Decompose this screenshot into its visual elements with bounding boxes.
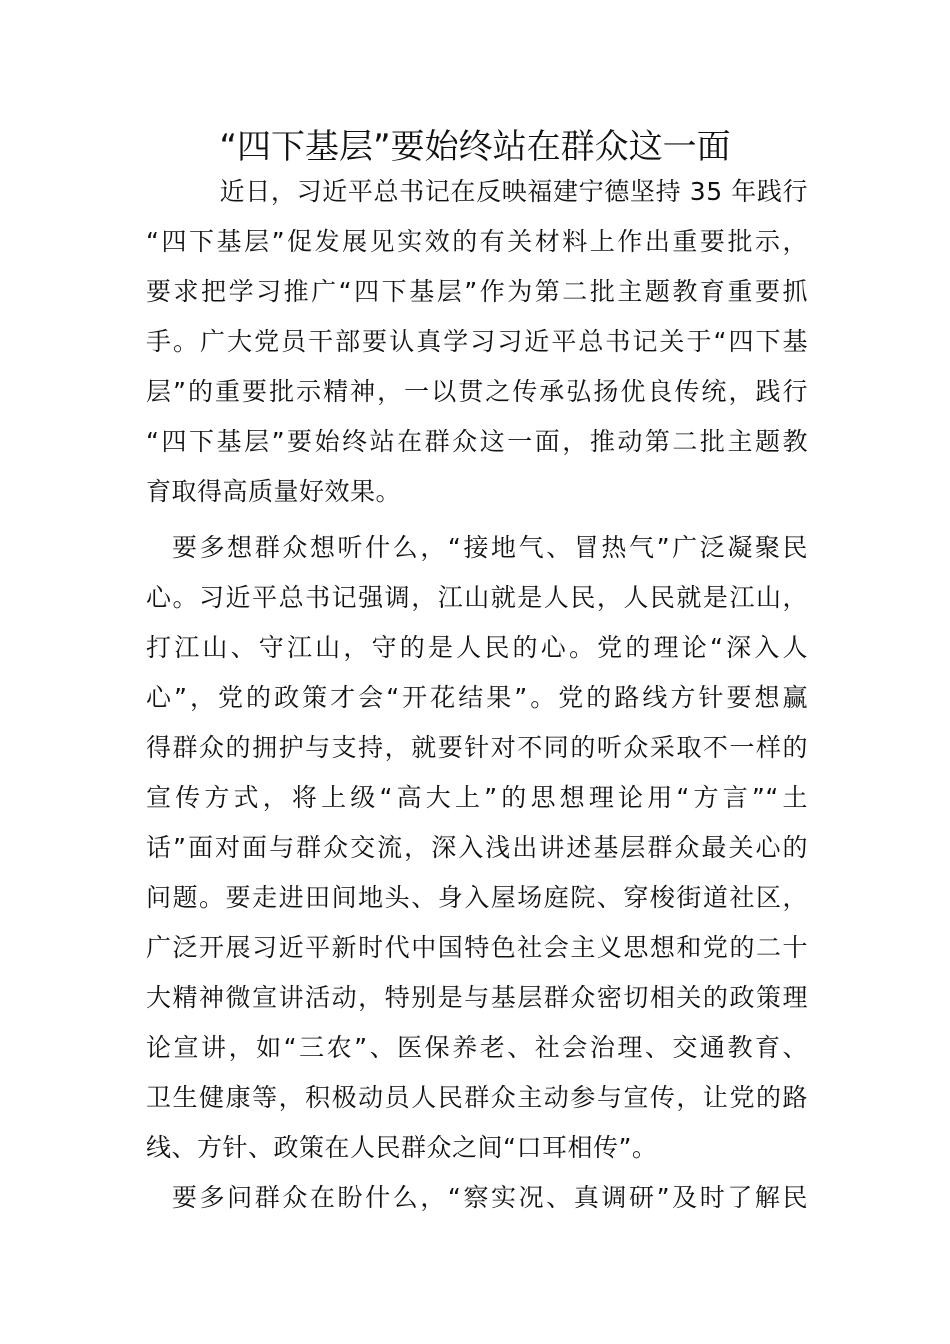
document-title: “四下基层”要始终站在群众这一面 bbox=[219, 127, 731, 167]
paragraph-line: 要多问群众在盼什么，“察实况、真调研”及时了解民 bbox=[172, 1183, 808, 1212]
paragraph-line: 大精神微宣讲活动，特别是与基层群众密切相关的政策理 bbox=[146, 983, 808, 1012]
paragraph-line: 层”的重要批示精神，一以贯之传承弘扬优良传统，践行 bbox=[146, 377, 808, 406]
paragraph-line: 要求把学习推广“四下基层”作为第二批主题教育重要抓 bbox=[146, 277, 808, 306]
paragraph-line: 论宣讲，如“三农”、医保养老、社会治理、交通教育、 bbox=[146, 1033, 808, 1062]
paragraph-line: 广泛开展习近平新时代中国特色社会主义思想和党的二十 bbox=[146, 933, 808, 962]
paragraph-line: 打江山、守江山，守的是人民的心。党的理论“深入人 bbox=[146, 633, 808, 662]
paragraph-line: 线、方针、政策在人民群众之间“口耳相传”。 bbox=[146, 1133, 658, 1162]
paragraph-line: 心。习近平总书记强调，江山就是人民，人民就是江山， bbox=[146, 583, 808, 612]
paragraph-line: 问题。要走进田间地头、身入屋场庭院、穿梭街道社区， bbox=[146, 883, 808, 912]
paragraph-line: 卫生健康等，积极动员人民群众主动参与宣传，让党的路 bbox=[146, 1083, 808, 1112]
paragraph-line: 要多想群众想听什么，“接地气、冒热气”广泛凝聚民 bbox=[172, 533, 808, 562]
paragraph-line: 得群众的拥护与支持，就要针对不同的听众采取不一样的 bbox=[146, 733, 808, 762]
paragraph-line: 宣传方式，将上级“高大上”的思想理论用“方言”“土 bbox=[146, 783, 808, 812]
paragraph-line: “四下基层”要始终站在群众这一面，推动第二批主题教 bbox=[146, 427, 808, 456]
paragraph-line: 心”，党的政策才会“开花结果”。党的路线方针要想赢 bbox=[146, 683, 808, 712]
paragraph-line: “四下基层”促发展见实效的有关材料上作出重要批示， bbox=[146, 227, 808, 256]
paragraph-line: 手。广大党员干部要认真学习习近平总书记关于“四下基 bbox=[146, 327, 808, 356]
paragraph-line: 话”面对面与群众交流，深入浅出讲述基层群众最关心的 bbox=[146, 833, 808, 862]
paragraph-line: 育取得高质量好效果。 bbox=[146, 477, 402, 506]
paragraph-line: 近日，习近平总书记在反映福建宁德坚持 35 年践行 bbox=[194, 177, 808, 206]
